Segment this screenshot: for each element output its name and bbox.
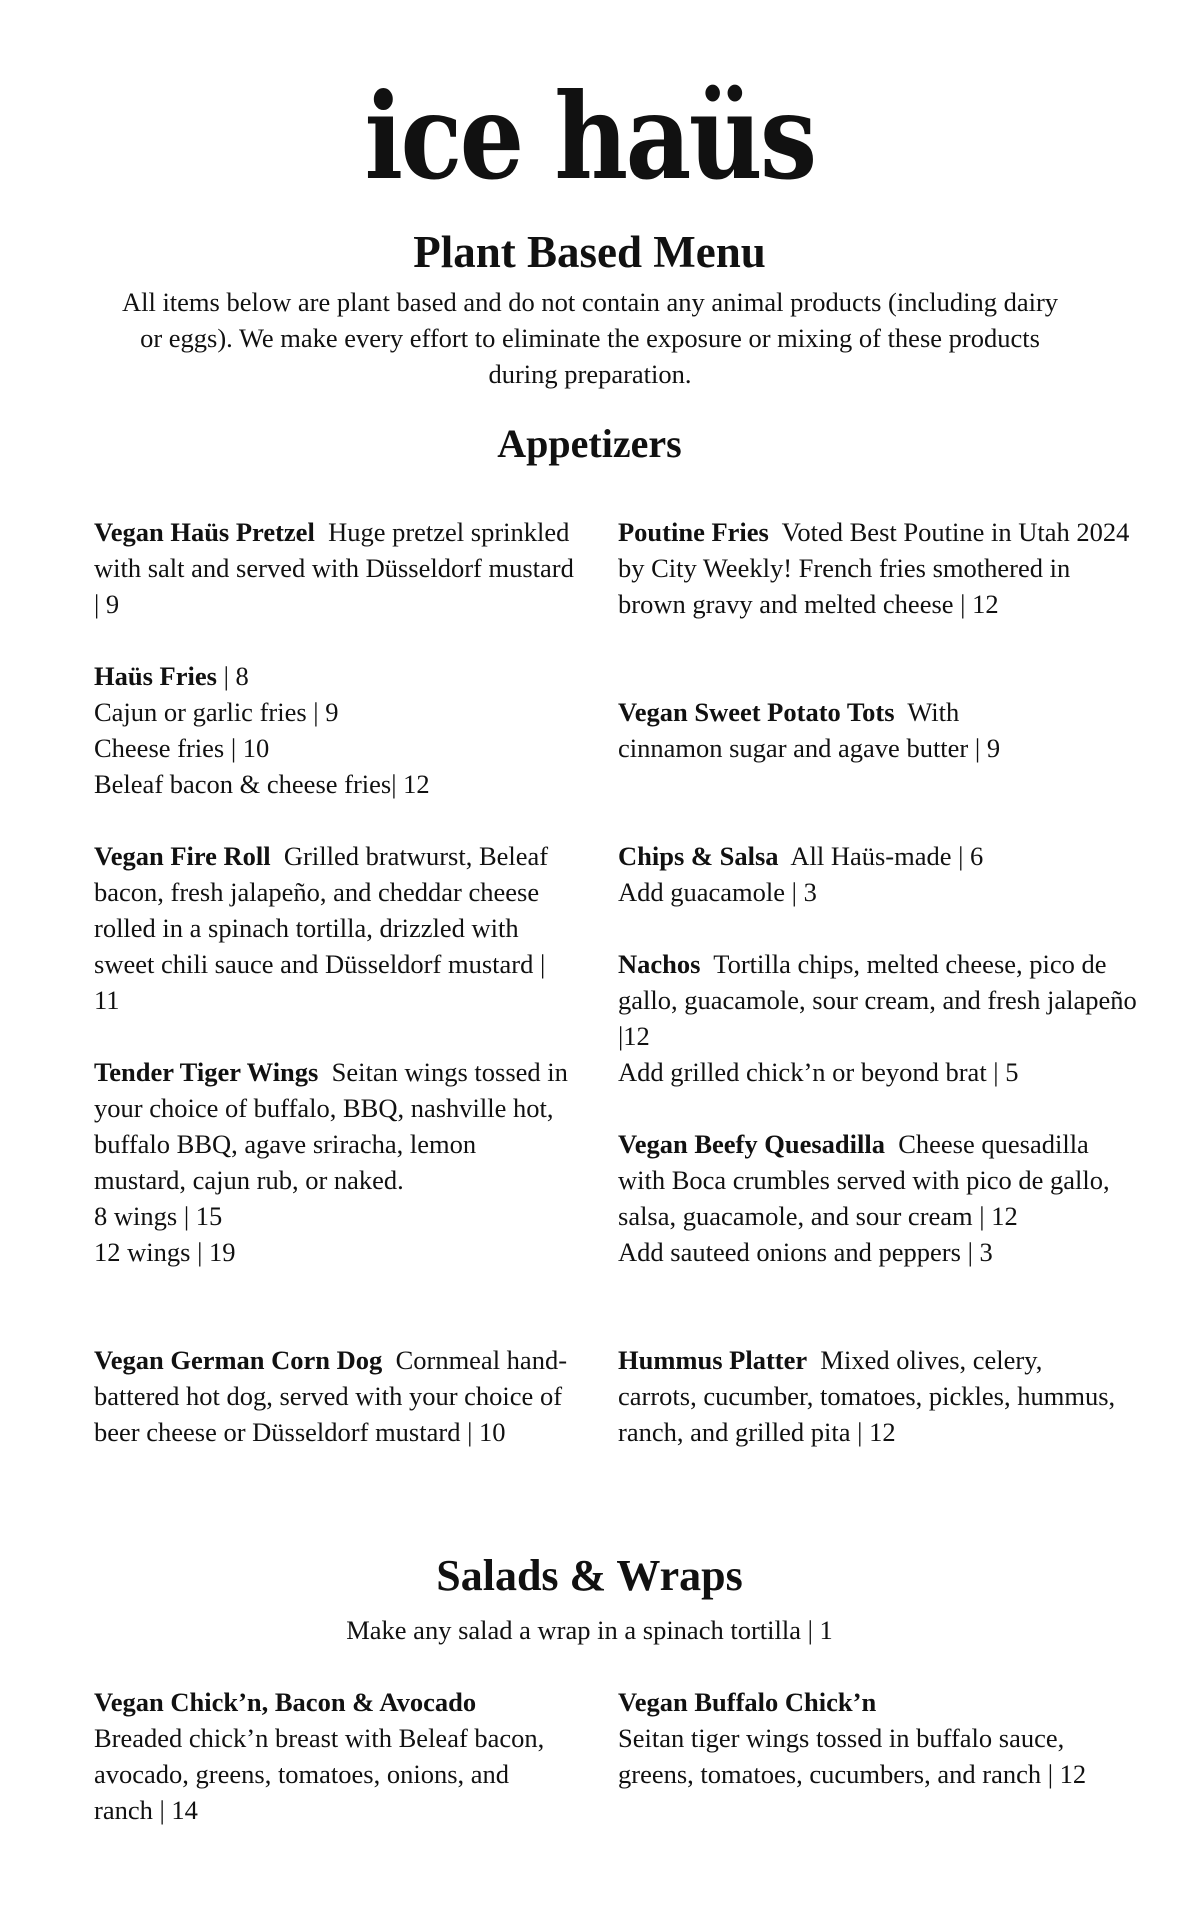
menu-item-nachos	[618, 946, 1138, 1090]
menu-item-poutine-fries	[618, 514, 1138, 622]
item-name: Vegan Buffalo Chick’n	[618, 1687, 877, 1717]
item-option: Cheese fries | 10	[94, 733, 270, 763]
item-name: Haüs Fries	[94, 661, 217, 691]
item-description: Seitan wings tossed in your choice of buffalo, BBQ, nashville hot, buffalo BBQ, agave sriracha, lemon mustard, cajun rub, or naked.	[94, 1057, 568, 1195]
item-description: Seitan tiger wings tossed in buffalo sauce, greens, tomatoes, cucumbers, and ranch | 12	[618, 1723, 1087, 1789]
item-option: Add guacamole | 3	[618, 877, 817, 907]
item-description: Huge pretzel sprinkled with salt and served with Düsseldorf mustard | 9	[94, 517, 574, 619]
item-description: Cheese quesadilla with Boca crumbles served with pico de gallo, salsa, guacamole, and sour cream | 12	[618, 1129, 1110, 1231]
menu-item-vegan-german-corn-dog	[94, 1342, 574, 1450]
item-option: Add sauteed onions and peppers | 3	[618, 1237, 993, 1267]
item-description: | 8	[223, 661, 249, 691]
item-description: Tortilla chips, melted cheese, pico de gallo, guacamole, sour cream, and fresh jalapeño |12	[618, 949, 1137, 1051]
item-name: Hummus Platter	[618, 1345, 808, 1375]
menu-item-chips-salsa	[618, 838, 1138, 910]
menu-intro: All items below are plant based and do not contain any animal products (including dairy or eggs). We make every effort to eliminate the exposure or mixing of these products during preparation.	[121, 287, 1059, 389]
item-description: With cinnamon sugar and agave butter | 9	[618, 697, 1001, 763]
menu-item-hummus-platter	[618, 1342, 1118, 1450]
menu-item-vegan-haus-pretzel	[94, 514, 574, 622]
item-name: Vegan Sweet Potato Tots	[618, 697, 895, 727]
brand-logo: ice haüs	[364, 67, 815, 206]
item-name: Vegan Beefy Quesadilla	[618, 1129, 885, 1159]
item-description: Cornmeal hand-battered hot dog, served with your choice of beer cheese or Düsseldorf mustard | 10	[94, 1345, 568, 1447]
item-option: 8 wings | 15	[94, 1201, 223, 1231]
item-option: 12 wings | 19	[94, 1237, 236, 1267]
item-option: Add grilled chick’n or beyond brat | 5	[618, 1057, 1019, 1087]
menu-item-vegan-buffalo-chickn	[618, 1684, 1108, 1792]
appetizers-heading: Appetizers	[497, 421, 682, 466]
item-name: Nachos	[618, 949, 701, 979]
salads-subtitle: Make any salad a wrap in a spinach tortilla | 1	[346, 1615, 833, 1645]
item-description: Grilled bratwurst, Beleaf bacon, fresh jalapeño, and cheddar cheese rolled in a spinach tortilla, drizzled with sweet chili sauce and Düsseldorf mustard | 11	[94, 841, 549, 1015]
menu-item-vegan-chickn-bacon-avocado	[94, 1684, 574, 1828]
menu-item-tender-tiger-wings	[94, 1054, 574, 1270]
item-name: Tender Tiger Wings	[94, 1057, 319, 1087]
menu-item-vegan-sweet-potato-tots	[618, 694, 1038, 766]
salads-heading: Salads & Wraps	[436, 1551, 743, 1600]
item-name: Vegan German Corn Dog	[94, 1345, 383, 1375]
item-name: Vegan Fire Roll	[94, 841, 271, 871]
menu-item-vegan-fire-roll	[94, 838, 574, 1018]
item-option: Cajun or garlic fries | 9	[94, 697, 339, 727]
item-name: Vegan Chick’n, Bacon & Avocado	[94, 1687, 477, 1717]
menu-item-haus-fries	[94, 658, 574, 802]
item-name: Chips & Salsa	[618, 841, 779, 871]
item-description: All Haüs-made | 6	[790, 841, 984, 871]
item-name: Poutine Fries	[618, 517, 769, 547]
item-description: Mixed olives, celery, carrots, cucumber, tomatoes, pickles, hummus, ranch, and grilled pita | 12	[618, 1345, 1116, 1447]
menu-title: Plant Based Menu	[413, 227, 766, 277]
item-name: Vegan Haüs Pretzel	[94, 517, 315, 547]
menu-item-vegan-beefy-quesadilla	[618, 1126, 1138, 1270]
item-option: Beleaf bacon & cheese fries| 12	[94, 769, 430, 799]
item-description: Breaded chick’n breast with Beleaf bacon, avocado, greens, tomatoes, onions, and ranch | 14	[94, 1723, 545, 1825]
item-description: Voted Best Poutine in Utah 2024 by City Weekly! French fries smothered in brown gravy and melted cheese | 12	[618, 517, 1130, 619]
